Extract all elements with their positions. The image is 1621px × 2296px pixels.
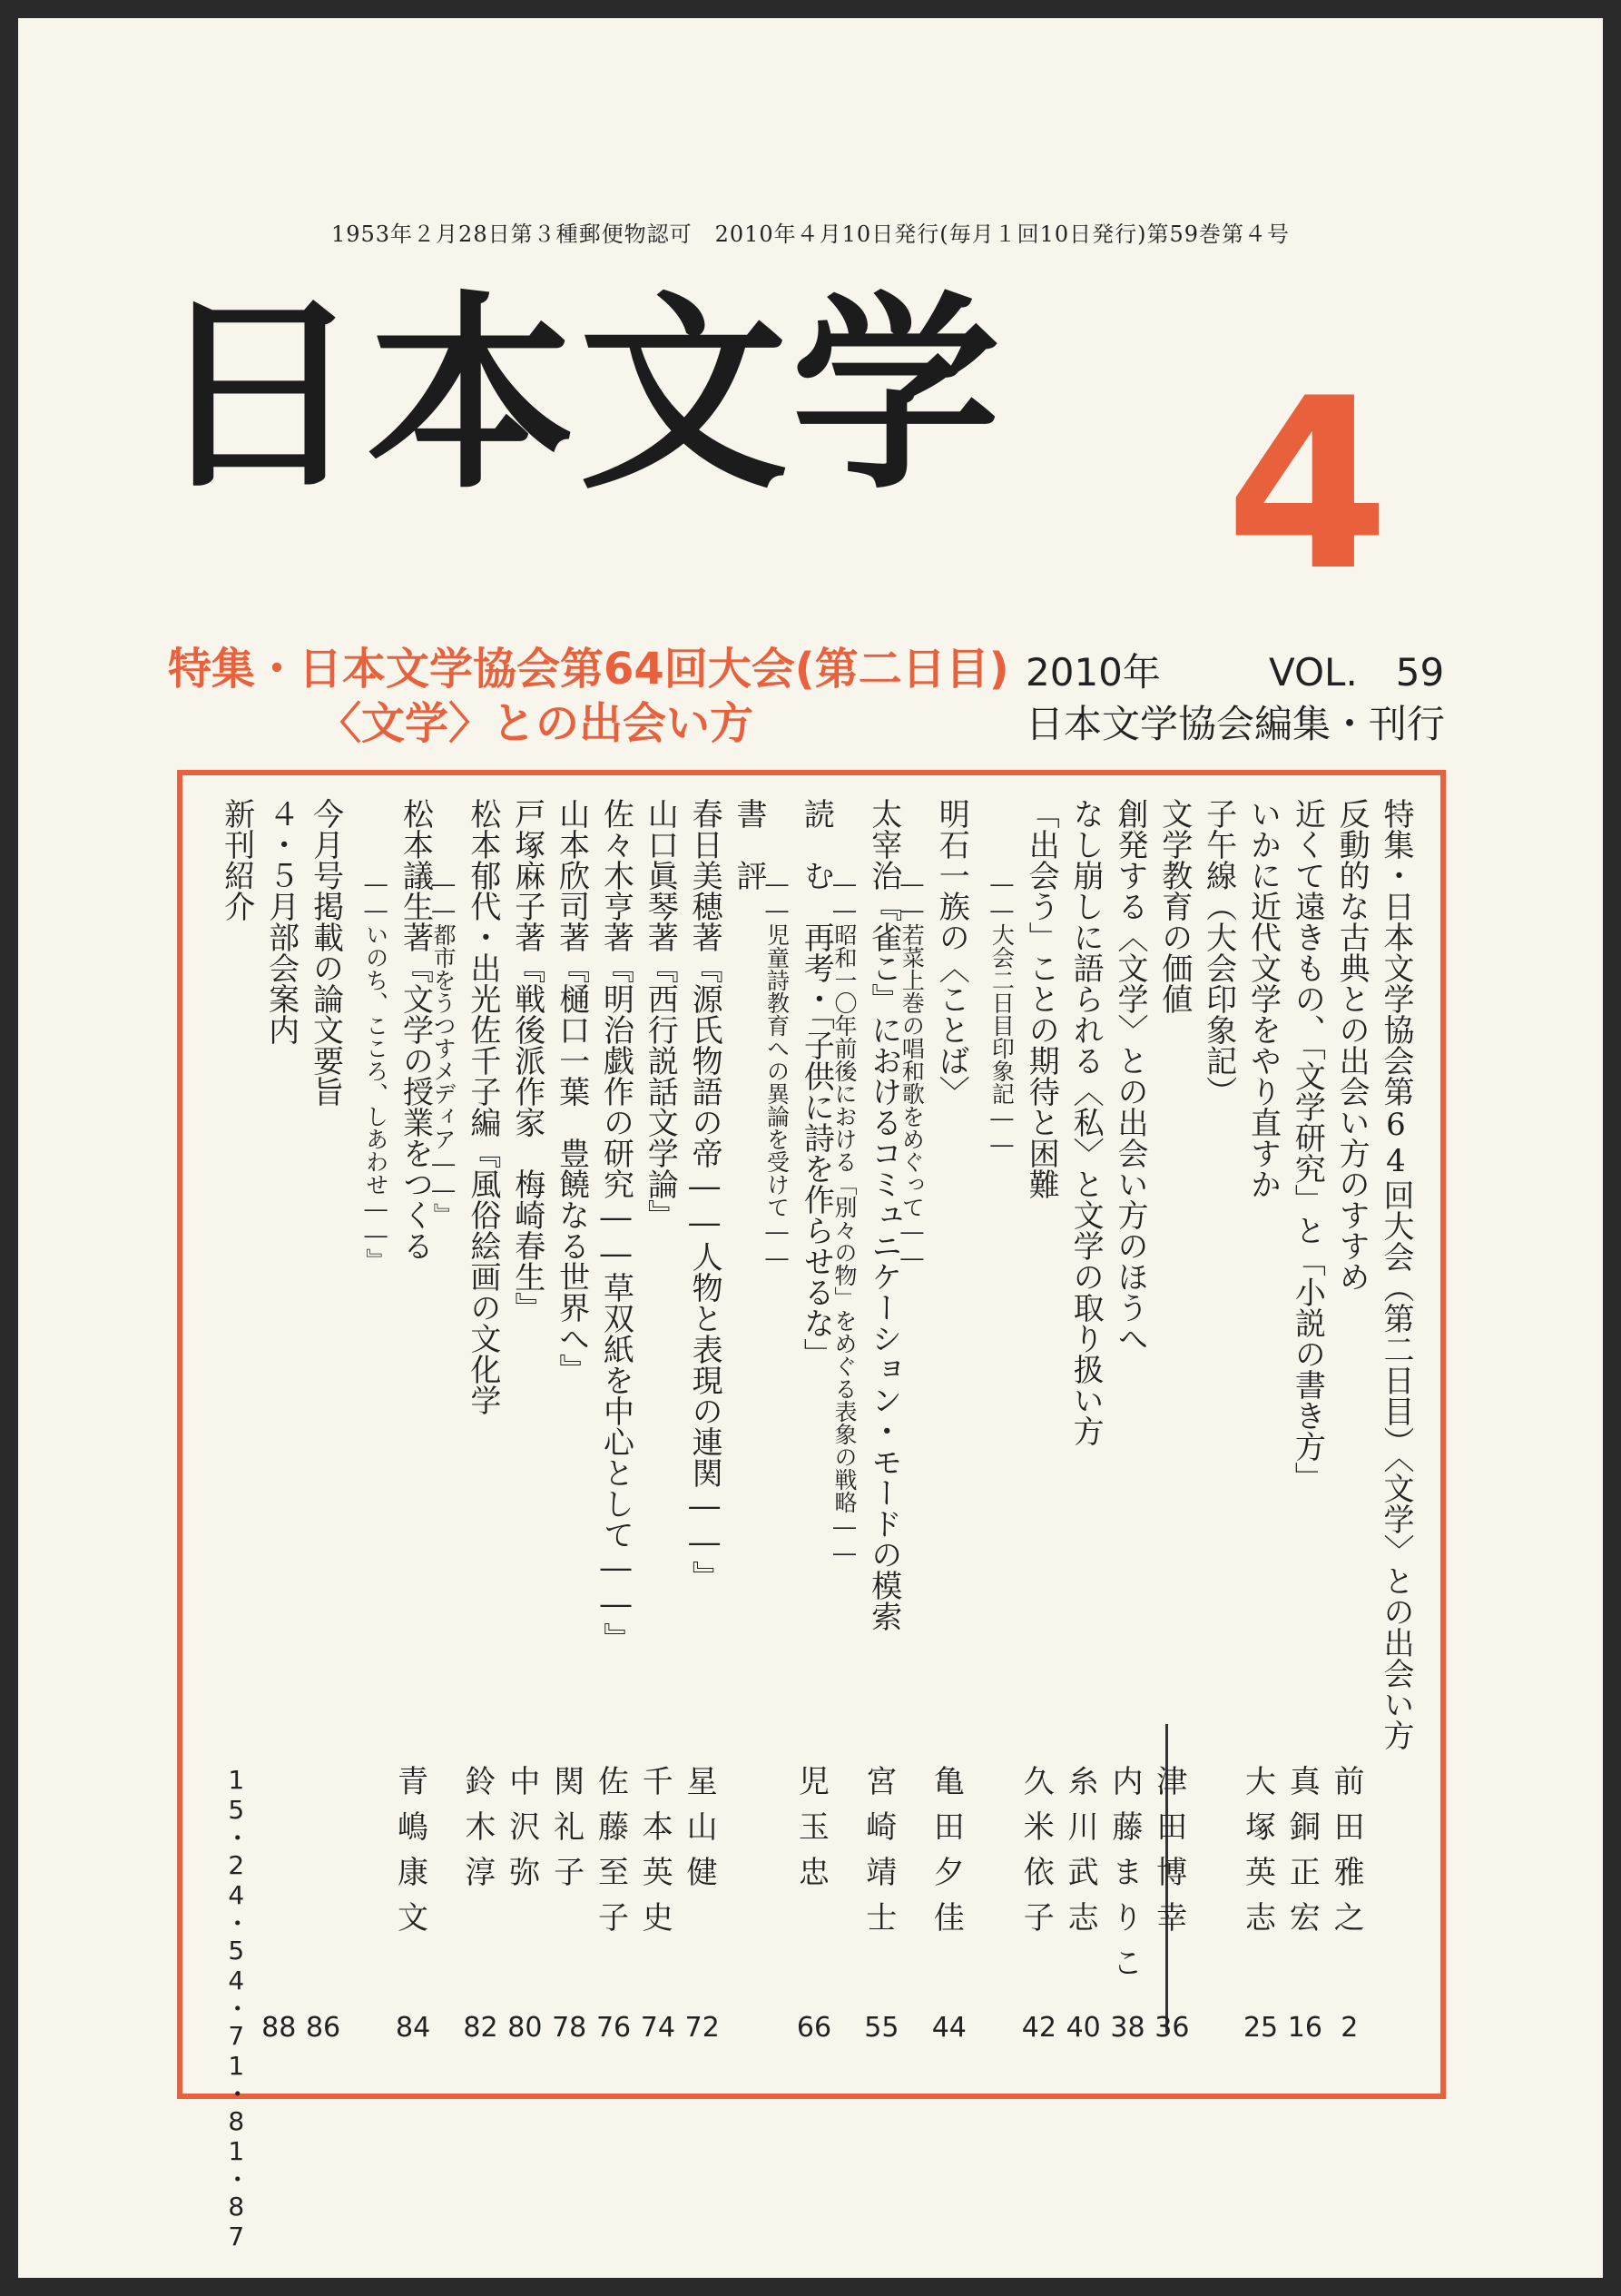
toc-entry[interactable]: 明石一族の〈ことば〉 亀田夕佳 44 [928,798,970,2044]
publisher: 日本文学協会編集・刊行 [1026,702,1446,746]
toc-entry[interactable]: 今月号掲載の論文要旨 86 [305,798,344,2044]
toc-subtitle: ――大会二日目印象記―― [988,871,1016,1158]
toc-entry[interactable]: 太宰治『雀こ』におけるコミュニケーション・モードの模索 宮崎靖士 55 [860,798,902,2044]
toc-subtitle: ――昭和一〇年前後における「別々の物」をめぐる表象の戦略―― [830,871,858,1566]
issue-volume: VOL. 59 [1269,650,1445,695]
toc-entry[interactable]: 佐々木亨著『明治戯作の研究――草双紙を中心として――』 佐藤至子 76 [592,798,634,2044]
toc-feature-heading: 特集・日本文学協会第64回大会（第二日目）〈文学〉との出会い方 [1378,798,1414,1750]
toc-entry[interactable]: 戸塚麻子著『戦後派作家 梅崎春生』 中沢弥 80 [503,798,545,2044]
toc-entry[interactable]: 反動的な古典との出会い方のすすめ 前田雅之 2 [1328,798,1370,2044]
toc-entry[interactable]: 文学教育の価値 津田博幸 36 [1150,798,1193,2044]
magazine-cover [18,18,1603,2278]
toc-entry[interactable]: 新刊紹介 15・24・54・71・81・87 [218,798,255,2252]
toc-entry[interactable]: 「出会う」ことの期待と困難 久米依子 42 [1017,798,1060,2044]
toc-entry[interactable]: 読 む 再考・「子供に詩を作らせるな」 児玉忠 66 [792,798,835,2044]
toc-reviews-label: 書 評 [730,798,767,891]
toc-section-heading: 子午線（大会印象記） [1200,798,1237,1107]
registration-line: 1953年２月28日第３種郵便物認可 2010年４月10日発行(毎月１回10日発行)第59巻第４号 [330,222,1291,247]
issue-year: 2010年 [1026,650,1161,695]
toc-subtitle: ――都市をうつすメディア――』 [430,871,457,1226]
toc-entry[interactable]: なし崩しに語られる〈私〉と文学の取り扱い方 糸川武志 40 [1062,798,1105,2044]
toc-spacer [968,798,991,2071]
toc-entry[interactable]: 近くて遠きもの、「文学研究」と「小説の書き方」 真銅正宏 16 [1283,798,1326,2044]
toc-entry[interactable]: 春日美穂著『源氏物語の帝――人物と表現の連関――』 星山健 72 [681,798,723,2044]
table-of-contents [177,770,1446,2252]
toc-spacer [342,798,365,2071]
toc-entry[interactable]: 松本郁代・出光佐千子編『風俗絵画の文化学 鈴木淳 82 [458,798,501,2044]
issue-number: 4 [1225,349,1390,623]
toc-subtitle: ――いのち、こころ、しあわせ――』 [362,871,389,1271]
toc-entry[interactable]: 山口眞琴著『西行説話文学論』 千本英史 74 [636,798,679,2044]
magazine-title: 日本文学 [154,272,1005,517]
toc-entry[interactable]: 創発する〈文学〉との出会い方のほうへ 内藤まりこ 38 [1105,798,1148,2044]
toc-entry[interactable]: ４・５月部会案内 88 [261,798,300,2044]
toc-entry[interactable]: いかに近代文学をやり直すか 大塚英志 25 [1239,798,1282,2044]
toc-entry[interactable]: 松本議生著『文学の授業をつくる 青嶋康文 84 [391,798,434,2044]
toc-entry[interactable]: 山本欣司著『樋口一葉 豊饒なる世界へ』 関礼子 78 [547,798,590,2044]
toc-subtitle: ――児童詩教育への異論を受けて―― [763,871,791,1271]
toc-subtitle: ――若菜上巻の唱和歌をめぐって―― [899,871,926,1271]
feature-title-line1: 特集・日本文学協会第64回大会(第二日目) [168,644,1009,695]
feature-title-line2: 〈文学〉との出会い方 [318,698,754,749]
